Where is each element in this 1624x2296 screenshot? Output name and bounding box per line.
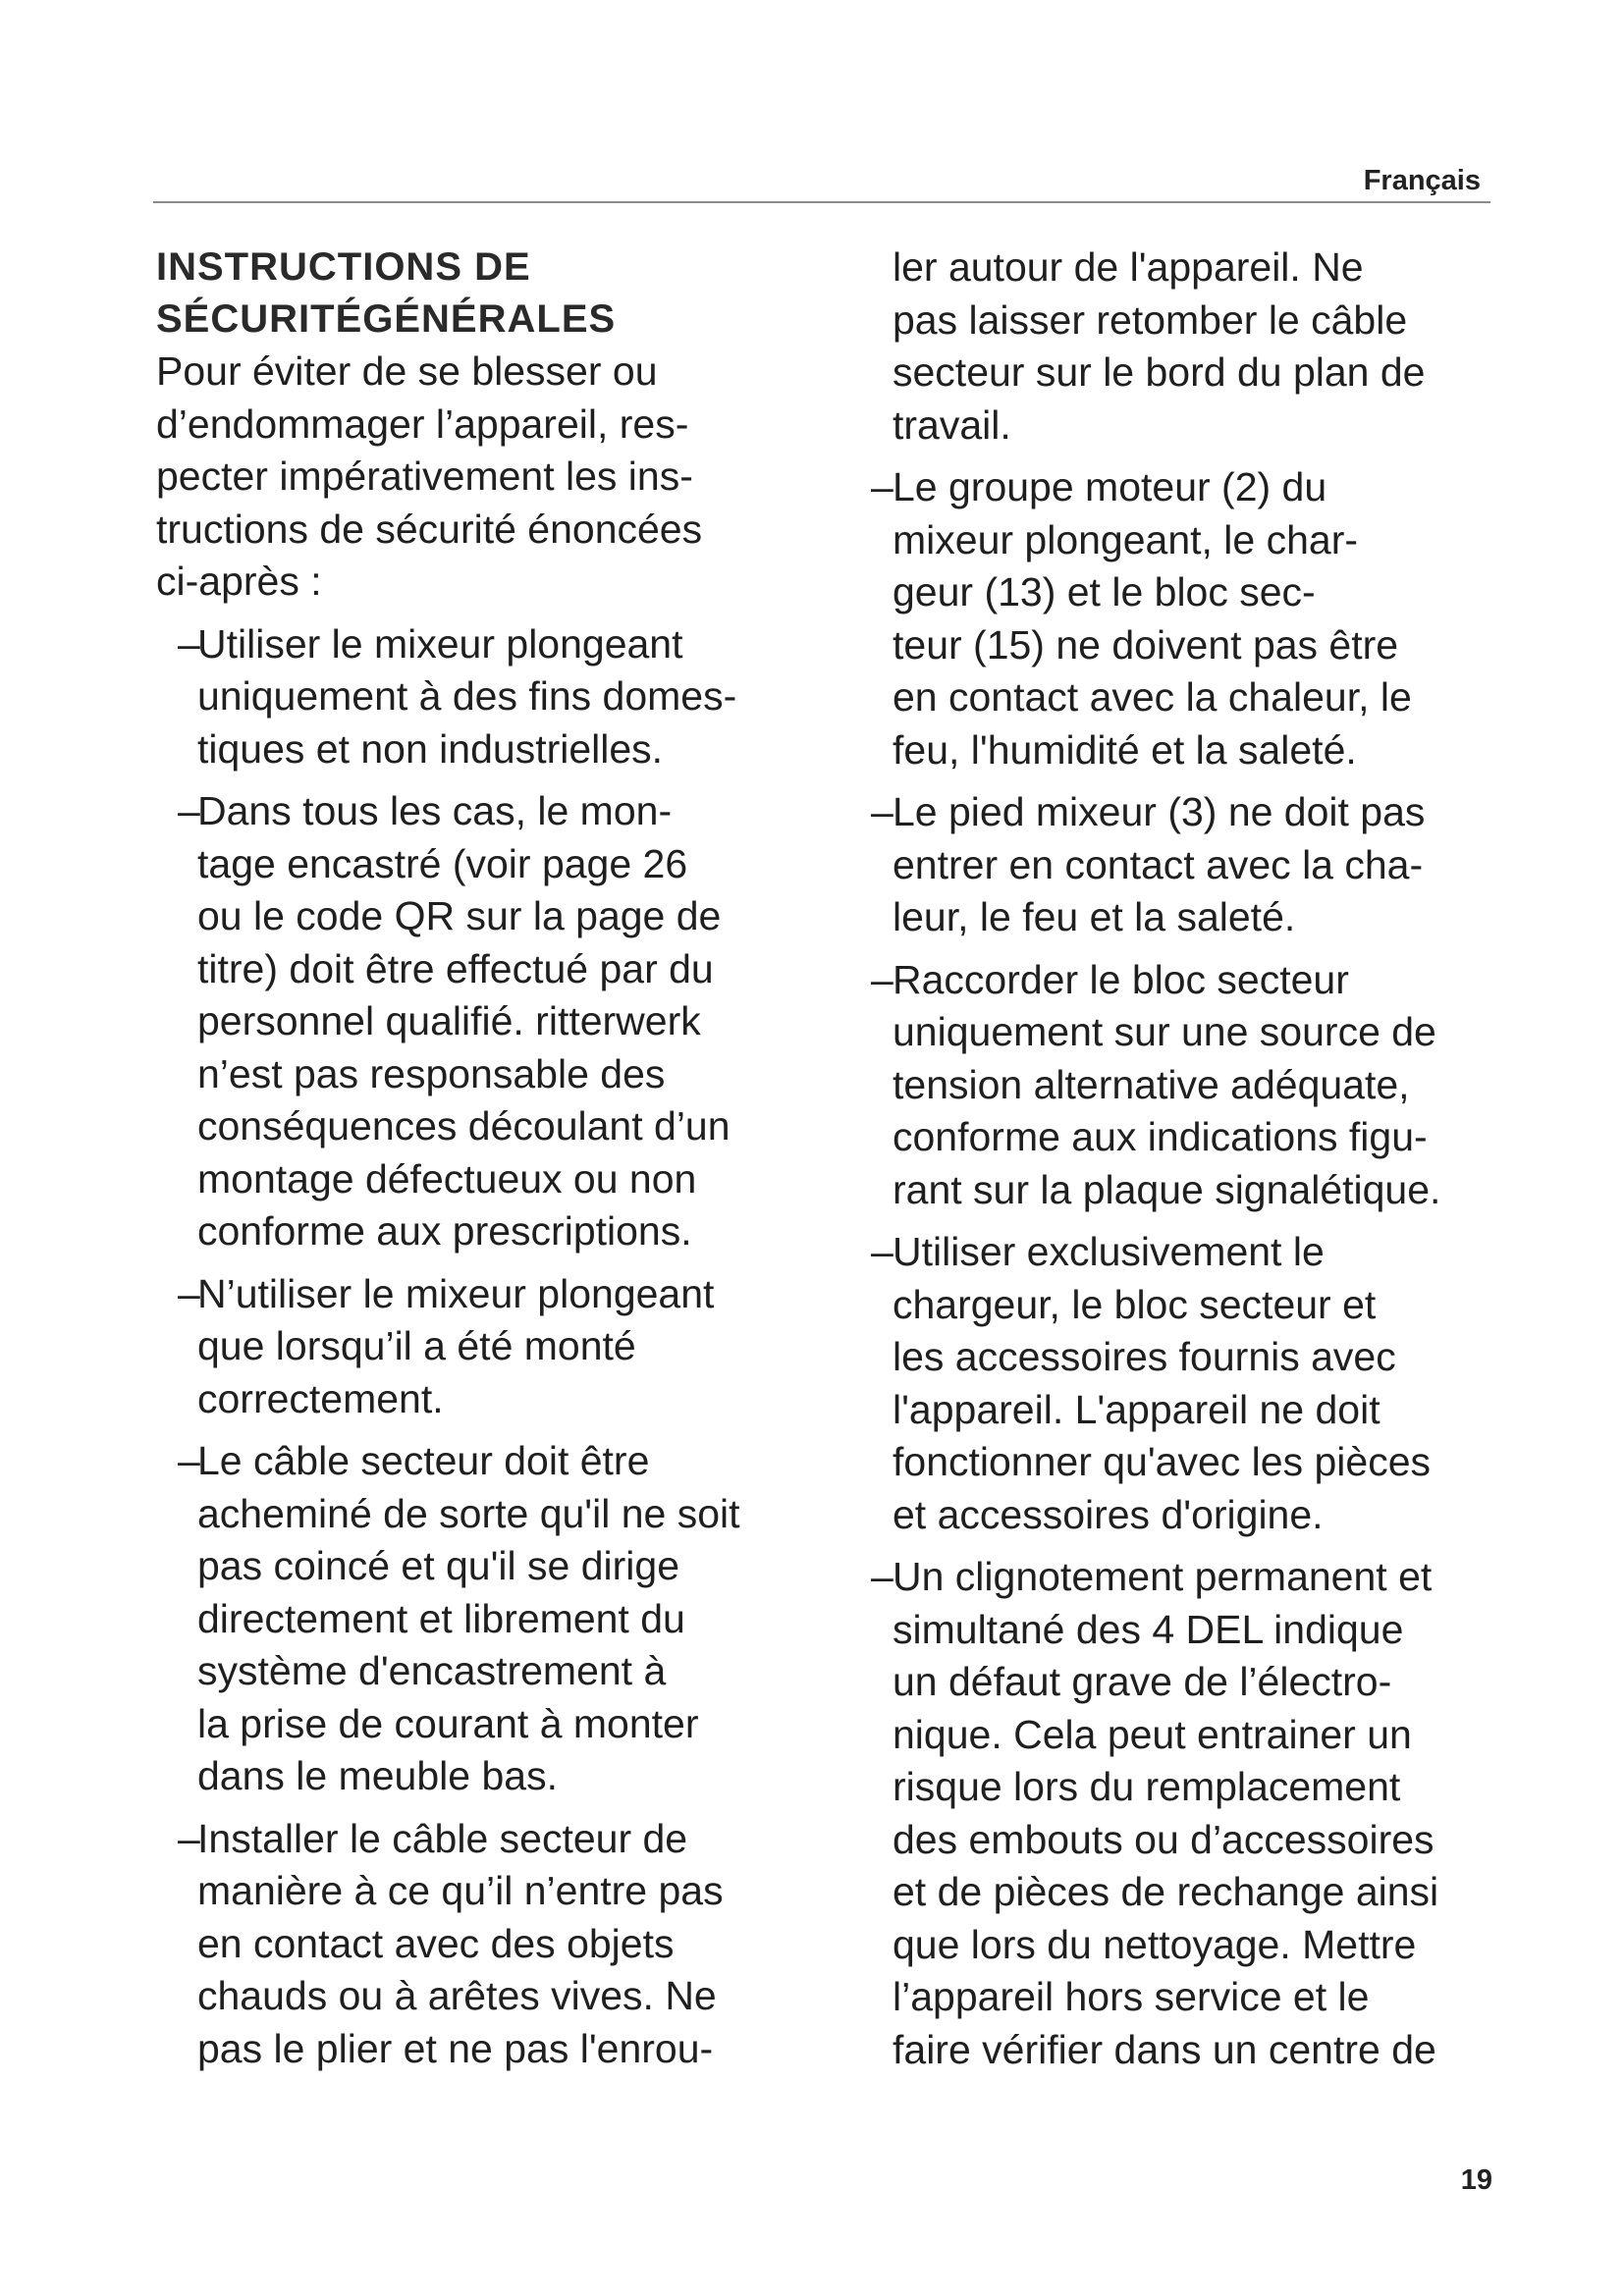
bullet-line: personnel qualifié. ritterwerk (197, 998, 701, 1043)
right-bullet-list (871, 461, 1501, 2076)
bullet-line: conforme aux prescriptions. (197, 1208, 692, 1254)
bullet-text: Le groupe moteur (2) du (893, 464, 1327, 509)
bullet-line: faire vérifier dans un centre de (893, 2026, 1436, 2072)
bullet-line: feu, l'humidité et la saleté. (893, 726, 1357, 773)
bullet-line: que lorsqu’il a été monté (197, 1323, 636, 1368)
continuation-paragraph (893, 241, 1501, 452)
bullet-line: dans le meuble bas. (197, 1753, 558, 1798)
bullet-dash: – (178, 1270, 200, 1316)
bullet-line (871, 954, 1501, 1007)
bullet-line: conséquences découlant d’un (197, 1103, 731, 1148)
bullet-line (871, 786, 1501, 839)
left-column (156, 241, 804, 2075)
bullet-text: Le pied mixeur (3) ne doit pas (893, 789, 1426, 834)
bullet-line: entrer en contact avec la cha- (893, 841, 1424, 887)
bullet-dash: – (178, 1815, 200, 1861)
bullet-text: Dans tous les cas, le mon- (197, 788, 673, 833)
bullet-line: que lors du nettoyage. Mettre (893, 1921, 1417, 1967)
bullet-line: pas coincé et qu'il se dirige (197, 1543, 679, 1588)
bullet-line: acheminé de sorte qu'il ne soit (197, 1490, 740, 1536)
bullet-line (871, 1551, 1501, 1604)
heading-line: SÉCURITÉGÉNÉRALES (156, 297, 617, 341)
bullet-item (871, 786, 1501, 944)
intro-line: tructions de sécurité énoncées (156, 506, 703, 552)
bullet-item (871, 461, 1501, 776)
bullet-item (156, 1813, 804, 2076)
bullet-line (871, 1226, 1501, 1279)
bullet-line: l’appareil hors service et le (893, 1974, 1370, 2019)
bullet-item (156, 1435, 804, 1803)
bullet-line (156, 618, 804, 671)
bullet-line: risque lors du remplacement (893, 1764, 1401, 1809)
bullet-line: geur (13) et le bloc sec- (893, 569, 1316, 614)
bullet-item (156, 618, 804, 776)
bullet-line: nique. Cela peut entrainer un (893, 1711, 1412, 1757)
bullet-line: des embouts ou d’accessoires (893, 1816, 1435, 1862)
bullet-line: l'appareil. L'appareil ne doit (893, 1386, 1380, 1432)
bullet-line: directement et librement du (197, 1595, 685, 1641)
bullet-dash: – (871, 956, 893, 1002)
bullet-dash: – (178, 788, 200, 833)
bullet-text: Utiliser le mixeur plongeant (197, 620, 683, 667)
bullet-text: Raccorder le bloc secteur (893, 956, 1349, 1002)
intro-line: Pour éviter de se blesser ou (156, 348, 658, 394)
bullet-line: et accessoires d'origine. (893, 1491, 1324, 1537)
bullet-text: Un clignotement permanent et (893, 1554, 1433, 1599)
bullet-line: ou le code QR sur la page de (197, 893, 722, 938)
bullet-item (871, 1551, 1501, 2076)
bullet-line (156, 785, 804, 838)
bullet-dash: – (178, 620, 200, 667)
bullet-line (156, 1268, 804, 1321)
intro-paragraph (156, 346, 804, 609)
section-heading (156, 241, 804, 346)
bullet-line: chargeur, le bloc secteur et (893, 1281, 1377, 1327)
bullet-text: Utiliser exclusivement le (893, 1229, 1325, 1274)
bullet-line: chauds ou à arêtes vives. Ne (197, 1973, 717, 2018)
bullet-line: et de pièces de rechange ainsi (893, 1869, 1439, 1914)
bullet-line: pas le plier et ne pas l'enrou- (197, 2025, 714, 2071)
bullet-line: tension alternative adéquate, (893, 1061, 1410, 1107)
bullet-line: tiques et non industrielles. (197, 725, 664, 772)
bullet-text: Le câble secteur doit être (197, 1438, 650, 1483)
bullet-line: conforme aux indications figu- (893, 1114, 1428, 1159)
right-column (871, 241, 1501, 2076)
bullet-dash: – (871, 789, 893, 834)
continuation-line: travail. (893, 401, 1011, 448)
continuation-line: ler autour de l'appareil. Ne (893, 244, 1364, 290)
bullet-line: la prise de courant à monter (197, 1700, 699, 1746)
bullet-line: tage encastré (voir page 26 (197, 840, 688, 886)
page-number: 19 (1460, 2164, 1492, 2196)
continuation-line: pas laisser retomber le câble (893, 296, 1408, 343)
bullet-line: un défaut grave de l’électro- (893, 1659, 1392, 1704)
bullet-line: manière à ce qu’il n’entre pas (197, 1868, 724, 1913)
intro-line: pecter impérativement les ins- (156, 454, 693, 499)
bullet-line (156, 1813, 804, 1866)
bullet-text: Installer le câble secteur de (197, 1815, 688, 1861)
bullet-line: leur, le feu et la saleté. (893, 894, 1296, 939)
intro-line: d’endommager l’appareil, res- (156, 400, 689, 447)
bullet-dash: – (871, 464, 893, 509)
bullet-line (871, 461, 1501, 514)
bullet-item (871, 1226, 1501, 1541)
bullet-line: en contact avec la chaleur, le (893, 674, 1412, 720)
bullet-line: uniquement sur une source de (893, 1009, 1436, 1054)
left-bullet-list (156, 618, 804, 2076)
bullet-dash: – (871, 1229, 893, 1274)
bullet-line: correctement. (197, 1375, 444, 1421)
bullet-line (156, 1435, 804, 1488)
bullet-line: mixeur plongeant, le char- (893, 516, 1359, 562)
bullet-item (156, 1268, 804, 1426)
bullet-dash: – (871, 1554, 893, 1599)
bullet-text: N’utiliser le mixeur plongeant (197, 1270, 715, 1316)
bullet-line: rant sur la plaque signalétique. (893, 1166, 1441, 1212)
bullet-line: montage défectueux ou non (197, 1155, 697, 1201)
bullet-item (156, 785, 804, 1258)
bullet-dash: – (178, 1438, 200, 1483)
bullet-line: simultané des 4 DEL indique (893, 1606, 1404, 1652)
header-divider (153, 201, 1490, 203)
intro-line: ci-après : (156, 559, 322, 604)
bullet-line: n’est pas responsable des (197, 1050, 666, 1096)
bullet-line: teur (15) ne doivent pas être (893, 621, 1399, 667)
bullet-line: les accessoires fournis avec (893, 1334, 1396, 1379)
bullet-line: titre) doit être effectué par du (197, 945, 714, 991)
bullet-line: système d'encastrement à (197, 1648, 667, 1693)
continuation-line: secteur sur le bord du plan de (893, 349, 1426, 395)
bullet-item (871, 954, 1501, 1217)
header-language-label: Français (1363, 165, 1481, 196)
bullet-line: fonctionner qu'avec les pièces (893, 1439, 1431, 1484)
heading-line: INSTRUCTIONS DE (156, 245, 531, 289)
bullet-line: en contact avec des objets (197, 1920, 675, 1966)
bullet-line: uniquement à des fins domes- (197, 673, 737, 719)
